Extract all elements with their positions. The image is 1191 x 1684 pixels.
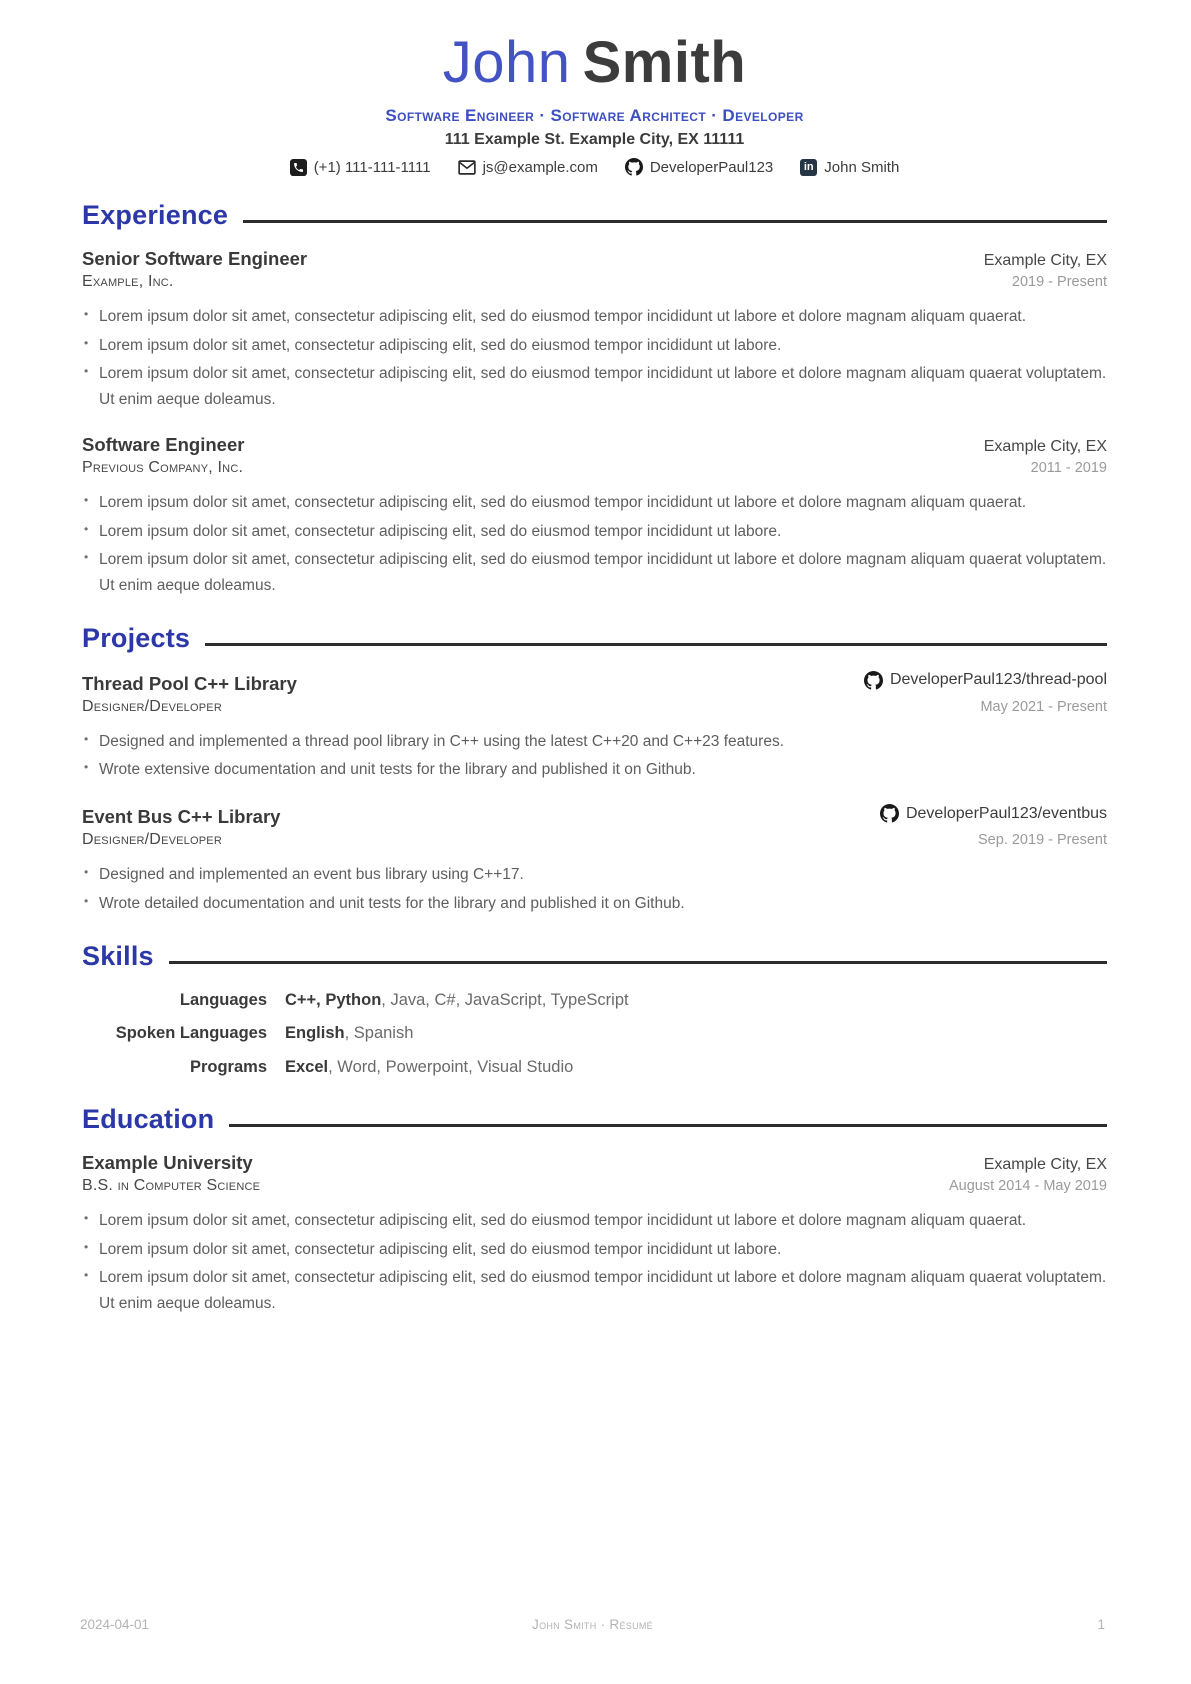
job-location: Example City, EX [983,252,1107,269]
company-name: Previous Company, Inc. [82,458,244,476]
entry-sub-row [82,1174,1107,1195]
section-projects [82,623,1107,917]
education-bullets [82,1208,1107,1317]
skill-value [285,1055,573,1080]
phone-number: (+1) 111-111-1111 [313,158,431,176]
bullet-item: • Designed and implemented a thread pool library in C++ using the latest C++20 and C++23 features. [82,729,1107,755]
project-repo-link[interactable] [880,804,1107,823]
first-name: John [442,30,571,95]
section-rule [229,1124,1107,1127]
repo-name: DeveloperPaul123/eventbus [905,804,1107,822]
school-dates: August 2014 - May 2019 [949,1177,1107,1194]
github-username: DeveloperPaul123 [649,158,774,176]
education-heading: Education [82,1103,215,1134]
project-role: Designer/Developer [82,697,222,715]
entry-sub-row [82,456,1107,477]
section-rule [205,643,1107,646]
project-bullets [82,729,1107,783]
github-icon [625,158,643,176]
bullet-item: • Lorem ipsum dolor sit amet, consectetur adipiscing elit, sed do eiusmod tempor incididunt ut labore et dolore magnam aliquam quaerat voluptatem. Ut enim aeque doleamus. [82,1265,1107,1316]
footer-page-number: 1 [1097,1617,1106,1632]
resume-header [82,30,1107,176]
entry-title-row [82,434,1107,456]
education-entry [82,1152,1107,1317]
tagline: Software Engineer · Software Architect · Developer [385,106,804,125]
bullet-item: • Lorem ipsum dolor sit amet, consectetur adipiscing elit, sed do eiusmod tempor incididunt ut labore et dolore magnam aliquam quaerat. [82,1208,1107,1234]
section-rule [243,220,1107,223]
bullet-item: • Lorem ipsum dolor sit amet, consectetur adipiscing elit, sed do eiusmod tempor incididunt ut labore et dolore magnam aliquam quaerat. [82,490,1107,516]
bullet-item: • Lorem ipsum dolor sit amet, consectetur adipiscing elit, sed do eiusmod tempor incididunt ut labore. [82,519,1107,545]
bullet-item: • Wrote extensive documentation and unit tests for the library and published it on Github. [82,757,1107,783]
skill-strong: English [285,1024,345,1043]
skill-strong: Excel [285,1058,329,1077]
job-dates: 2011 - 2019 [1030,459,1107,476]
experience-entry [82,248,1107,413]
job-location: Example City, EX [983,437,1107,455]
entry-sub-row [82,270,1107,291]
last-name: Smith [582,30,747,95]
bullet-item: • Lorem ipsum dolor sit amet, consectetur adipiscing elit, sed do eiusmod tempor incididunt ut labore. [82,1237,1107,1263]
linkedin-link[interactable] [800,159,899,176]
school-name: Example University [82,1151,253,1173]
bullet-item: • Lorem ipsum dolor sit amet, consectetur adipiscing elit, sed do eiusmod tempor incididunt ut labore. [82,333,1107,359]
experience-entry [82,434,1107,599]
candidate-name [82,30,1107,96]
job-dates: 2019 - Present [1011,274,1107,290]
skills-heading-row [82,941,1107,972]
entry-sub-row [82,695,1107,716]
degree: B.S. in Computer Science [82,1176,261,1194]
skill-value [285,1021,413,1046]
skill-rest: , Java, C#, JavaScript, TypeScript [381,990,629,1009]
skill-rest: , Spanish [344,1024,414,1043]
entry-title-row [82,1152,1107,1174]
linkedin-icon [800,159,817,176]
phone-square-icon [290,159,307,176]
section-rule [169,961,1107,964]
skill-label: Programs [189,1058,267,1077]
project-title: Event Bus C++ Library [82,806,281,828]
bullet-item: • Lorem ipsum dolor sit amet, consectetur adipiscing elit, sed do eiusmod tempor incididunt ut labore et dolore magnam aliquam quaerat voluptatem. Ut enim aeque doleamus. [82,547,1107,598]
email-link[interactable] [458,159,598,176]
phone-link[interactable] [290,159,431,176]
entry-sub-row [82,828,1107,849]
skill-row [82,1021,1107,1046]
project-dates: Sep. 2019 - Present [978,832,1107,849]
skills-table [82,988,1107,1080]
entry-title-row [82,248,1107,270]
project-dates: May 2021 - Present [980,698,1107,715]
section-skills [82,941,1107,1080]
bullet-item: • Lorem ipsum dolor sit amet, consectetur adipiscing elit, sed do eiusmod tempor incididunt ut labore et dolore magnam aliquam quaerat. [82,304,1107,330]
section-experience [82,200,1107,599]
github-icon [864,671,883,690]
skill-row [82,988,1107,1013]
skill-rest: , Word, Powerpoint, Visual Studio [328,1058,574,1077]
section-education [82,1104,1107,1317]
address-line: 111 Example St. Example City, EX 11111 [444,131,745,148]
page-footer [80,1617,1105,1632]
repo-name: DeveloperPaul123/thread-pool [889,671,1107,689]
skill-row [82,1055,1107,1080]
experience-heading: Experience [82,200,229,230]
job-title: Senior Software Engineer [82,248,308,269]
school-location: Example City, EX [983,1155,1107,1173]
contact-row [82,158,1107,176]
project-entry [82,671,1107,783]
entry-title-row [82,671,1107,695]
skill-label: Spoken Languages [115,1024,267,1043]
project-role: Designer/Developer [82,831,222,849]
github-link[interactable] [625,158,773,176]
skills-heading: Skills [82,940,154,971]
experience-heading-row [82,200,1107,231]
job-title: Software Engineer [82,433,245,455]
projects-heading: Projects [82,622,191,653]
company-name: Example, Inc. [82,273,174,290]
project-bullets [82,862,1107,916]
bullet-item: • Designed and implemented an event bus library using C++17. [82,862,1107,888]
project-title: Thread Pool C++ Library [82,672,297,694]
entry-title-row [82,804,1107,828]
linkedin-name: John Smith [824,158,900,176]
bullet-item: • Lorem ipsum dolor sit amet, consectetur adipiscing elit, sed do eiusmod tempor incididunt ut labore et dolore magnam aliquam quaerat voluptatem. Ut enim aeque doleamus. [82,361,1107,412]
footer-title: John Smith · Résumé [532,1617,653,1632]
education-heading-row [82,1104,1107,1135]
project-entry [82,804,1107,916]
bullet-item: • Wrote detailed documentation and unit tests for the library and published it on Github. [82,891,1107,917]
skill-strong: C++, Python [285,990,382,1009]
envelope-icon [458,160,476,175]
github-icon [880,804,899,823]
email-address: js@example.com [482,158,598,176]
skill-label: Languages [179,990,267,1009]
job-bullets [82,304,1107,413]
projects-heading-row [82,623,1107,654]
skill-value [285,988,629,1013]
project-repo-link[interactable] [864,671,1107,690]
footer-date: 2024-04-01 [80,1617,150,1632]
job-bullets [82,490,1107,599]
